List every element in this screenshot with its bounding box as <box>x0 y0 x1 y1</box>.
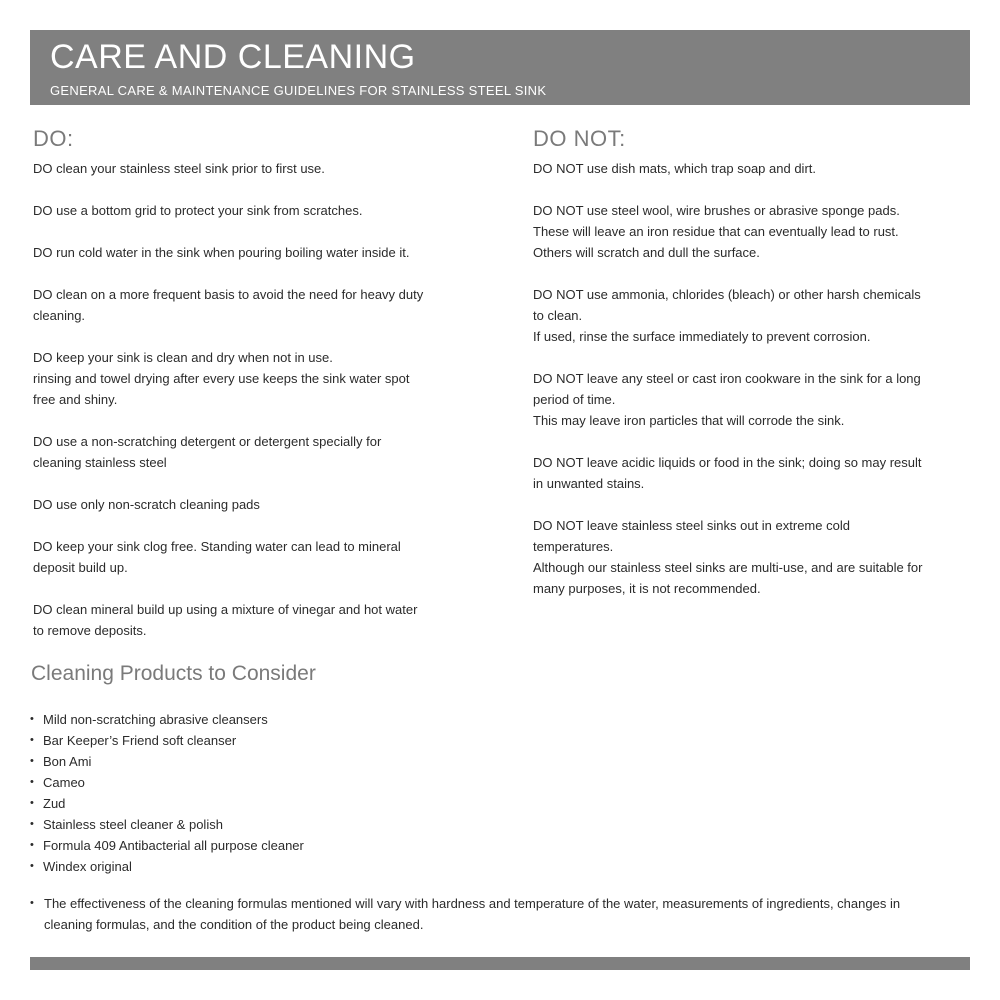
do-not-heading: DO NOT: <box>533 126 626 151</box>
do-not-item-line: These will leave an iron residue that can eventually lead to rust. <box>533 224 899 239</box>
do-list <box>33 158 473 641</box>
do-not-item-line: period of time. <box>533 392 616 407</box>
do-item-line: to remove deposits. <box>33 623 147 638</box>
products-list <box>30 709 304 877</box>
do-not-item <box>533 200 963 263</box>
effectiveness-note <box>30 893 955 935</box>
do-item-line: DO use a non-scratching detergent or detergent specially for <box>33 434 382 449</box>
do-item-line: DO clean mineral build up using a mixture of vinegar and hot water <box>33 602 418 617</box>
product-item: • Bon Ami <box>30 751 304 772</box>
do-item-line: DO clean your stainless steel sink prior to first use. <box>33 161 325 176</box>
do-item-line: cleaning stainless steel <box>33 455 167 470</box>
do-item-line: DO use only non-scratch cleaning pads <box>33 497 260 512</box>
do-item-line: DO clean on a more frequent basis to avoid the need for heavy duty <box>33 287 424 302</box>
do-item <box>33 347 473 410</box>
do-item-line: DO run cold water in the sink when pouring boiling water inside it. <box>33 245 410 260</box>
do-item-line: free and shiny. <box>33 392 118 407</box>
do-item <box>33 599 473 641</box>
product-item: • Mild non-scratching abrasive cleansers <box>30 709 304 730</box>
do-not-item-line: to clean. <box>533 308 583 323</box>
do-not-item-line: temperatures. <box>533 539 614 554</box>
product-item: • Formula 409 Antibacterial all purpose cleaner <box>30 835 304 856</box>
do-not-item-line: DO NOT use ammonia, chlorides (bleach) or other harsh chemicals <box>533 287 921 302</box>
do-not-item <box>533 515 963 599</box>
do-not-item <box>533 284 963 347</box>
products-heading: Cleaning Products to Consider <box>31 662 316 685</box>
do-not-list <box>533 158 963 599</box>
do-item-line: DO use a bottom grid to protect your sink from scratches. <box>33 203 363 218</box>
do-not-item-line: DO NOT leave any steel or cast iron cookware in the sink for a long <box>533 371 921 386</box>
product-item: • Windex original <box>30 856 304 877</box>
do-not-item <box>533 452 963 494</box>
do-item-line: DO keep your sink is clean and dry when not in use. <box>33 350 333 365</box>
do-item-line: cleaning. <box>33 308 86 323</box>
do-not-item-line: If used, rinse the surface immediately to prevent corrosion. <box>533 329 871 344</box>
page-subtitle: GENERAL CARE & MAINTENANCE GUIDELINES FOR STAINLESS STEEL SINK <box>50 83 547 98</box>
do-not-item-line: DO NOT use dish mats, which trap soap and dirt. <box>533 161 816 176</box>
header-banner <box>30 30 970 105</box>
do-item <box>33 494 473 515</box>
do-not-item-line: Others will scratch and dull the surface. <box>533 245 760 260</box>
note-line: cleaning formulas, and the condition of the product being cleaned. <box>44 917 424 932</box>
product-item: • Zud <box>30 793 304 814</box>
do-column <box>33 124 473 662</box>
do-not-item-line: This may leave iron particles that will corrode the sink. <box>533 413 845 428</box>
bullet-icon: • <box>30 897 34 909</box>
product-item: • Bar Keeper’s Friend soft cleanser <box>30 730 304 751</box>
do-not-column <box>533 124 963 620</box>
do-item-line: DO keep your sink clog free. Standing water can lead to mineral <box>33 539 401 554</box>
do-item-line: deposit build up. <box>33 560 128 575</box>
do-item-line: rinsing and towel drying after every use keeps the sink water spot <box>33 371 410 386</box>
product-item: • Cameo <box>30 772 304 793</box>
do-item <box>33 200 473 221</box>
do-not-item-line: Although our stainless steel sinks are multi-use, and are suitable for <box>533 560 923 575</box>
do-not-item-line: DO NOT leave stainless steel sinks out in extreme cold <box>533 518 850 533</box>
do-item <box>33 158 473 179</box>
do-not-item-line: many purposes, it is not recommended. <box>533 581 761 596</box>
do-item <box>33 242 473 263</box>
note-line: The effectiveness of the cleaning formulas mentioned will vary with hardness and temperature of the water, measurements of ingredients, changes in <box>44 896 901 911</box>
page-title: CARE AND CLEANING <box>50 38 416 76</box>
do-not-item-line: DO NOT leave acidic liquids or food in the sink; doing so may result <box>533 455 922 470</box>
do-not-item <box>533 368 963 431</box>
footer-bar <box>30 957 970 970</box>
product-item: • Stainless steel cleaner & polish <box>30 814 304 835</box>
do-item <box>33 431 473 473</box>
do-not-item-line: DO NOT use steel wool, wire brushes or abrasive sponge pads. <box>533 203 900 218</box>
do-item <box>33 536 473 578</box>
do-not-item-line: in unwanted stains. <box>533 476 645 491</box>
do-heading: DO: <box>33 126 74 151</box>
do-not-item <box>533 158 963 179</box>
do-item <box>33 284 473 326</box>
